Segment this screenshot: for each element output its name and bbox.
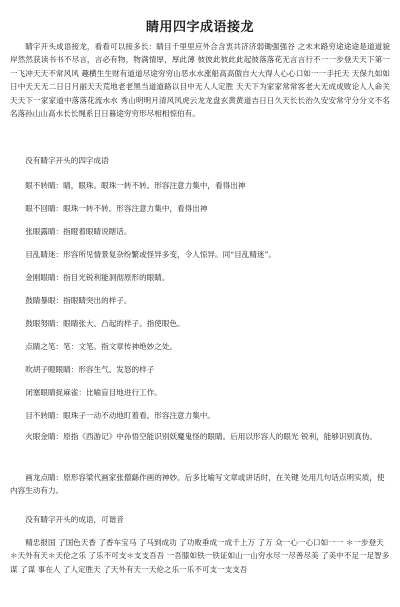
- section-heading-no-jing: 没有睛字开头的四字成语: [25, 156, 109, 165]
- entry-11: 目不转睛：眼珠子一动不动地盯着看。形容注意力集中。: [25, 411, 216, 420]
- entry-3: 张眼露睛：指瞪着眼睛说瞎话。: [25, 227, 132, 236]
- entry-12: 火眼金睛：原指《西游记》中孙悟空能识别妖魔鬼怪的眼睛。后用以形容人的眼光 锐利，能够识别真伪。: [25, 432, 377, 441]
- entry-8: 点睛之笔：笔：文笔。指文章传神绝妙之处。: [25, 342, 178, 351]
- entry-4: 目乱睛迷：形容所见情景复杂纷繁或怪异多变，令人惊异。同“目乱精迷”。: [25, 250, 276, 259]
- entry-6: 鼓睛暴眼：指眼睛突出的样子。: [25, 296, 132, 305]
- entry-1: 眼不转睛：睛，眼珠。眼珠一转不转。形容注意力集中，看得出神: [25, 181, 246, 190]
- intro-paragraph: 睛字开头成语接龙，看看可以接多长：睛目千里里应外合含衷共济济弱锄强强谷 之末末路穷途途途是道道貌岸然然获读书书不尽言，言必有物，物满情厚，厚此薄 彼彼此彼此此起彼落落花无言言行不一一步登天天下第一一飞冲天天不常风风 趣横生生财有道道尽途穷穷山恶水水涨船高高傲自大大得人心心口如一一手托天 天保九如如日中天天无二日日月丽天天荒地老老黑当道道路以目中无人人定胜 天天下为家家常常客老大无成成败论人人命关天天下一家家道中落落花流水水 秀山明明月清风风虎云龙龙盘玄黄黄道吉日日久天长长治久安安常守分分文不名 名落孙山山高水长长绳系日日暮途穷穷形尽相相惊伯有。: [10, 42, 390, 119]
- homophone-paragraph: 精忠报国 了国色天香 了香车宝马 了马到成功 了功败垂成一成千上万 了万 众一心一心口如一一 ＊一步登天＊天外有天＊天伦之乐 了乐不可支＊支支吾吾 一吾膝如铁一铁证如山一山穷水尽一尽善尽美 了美中不足一足智多谋 了谋 事在人 了人定胜天 了天外有天一天伦之乐一乐不可支一支支吾: [10, 538, 390, 574]
- entry-10: 闭塞眼睛捉麻雀：比喻盲目地进行工作。: [25, 388, 162, 397]
- entry-9: 吹胡子瞪眼睛：形容生气、发怒的样子: [25, 365, 155, 374]
- entry-13: 画龙点睛：原形容梁代画家张僧繇作画的神妙。后多比喻写文章或讲话时，在关键 处用几句话点明实质，使内容生动有力。: [10, 473, 385, 496]
- section-heading-homophone: 没有睛字开头的成语，可谐音: [25, 515, 124, 524]
- entry-2: 眼不回睛：眼珠一转不转。形容注意力集中，看得出神: [25, 204, 208, 213]
- page-title: 睛用四字成语接龙: [145, 20, 254, 35]
- entry-5: 金刚眼睛：指目光锐利能洞彻原形的眼睛。: [25, 273, 170, 282]
- entry-7: 鼓眼努睛：眼睛张大、凸起的样子。指使眼色。: [25, 319, 185, 328]
